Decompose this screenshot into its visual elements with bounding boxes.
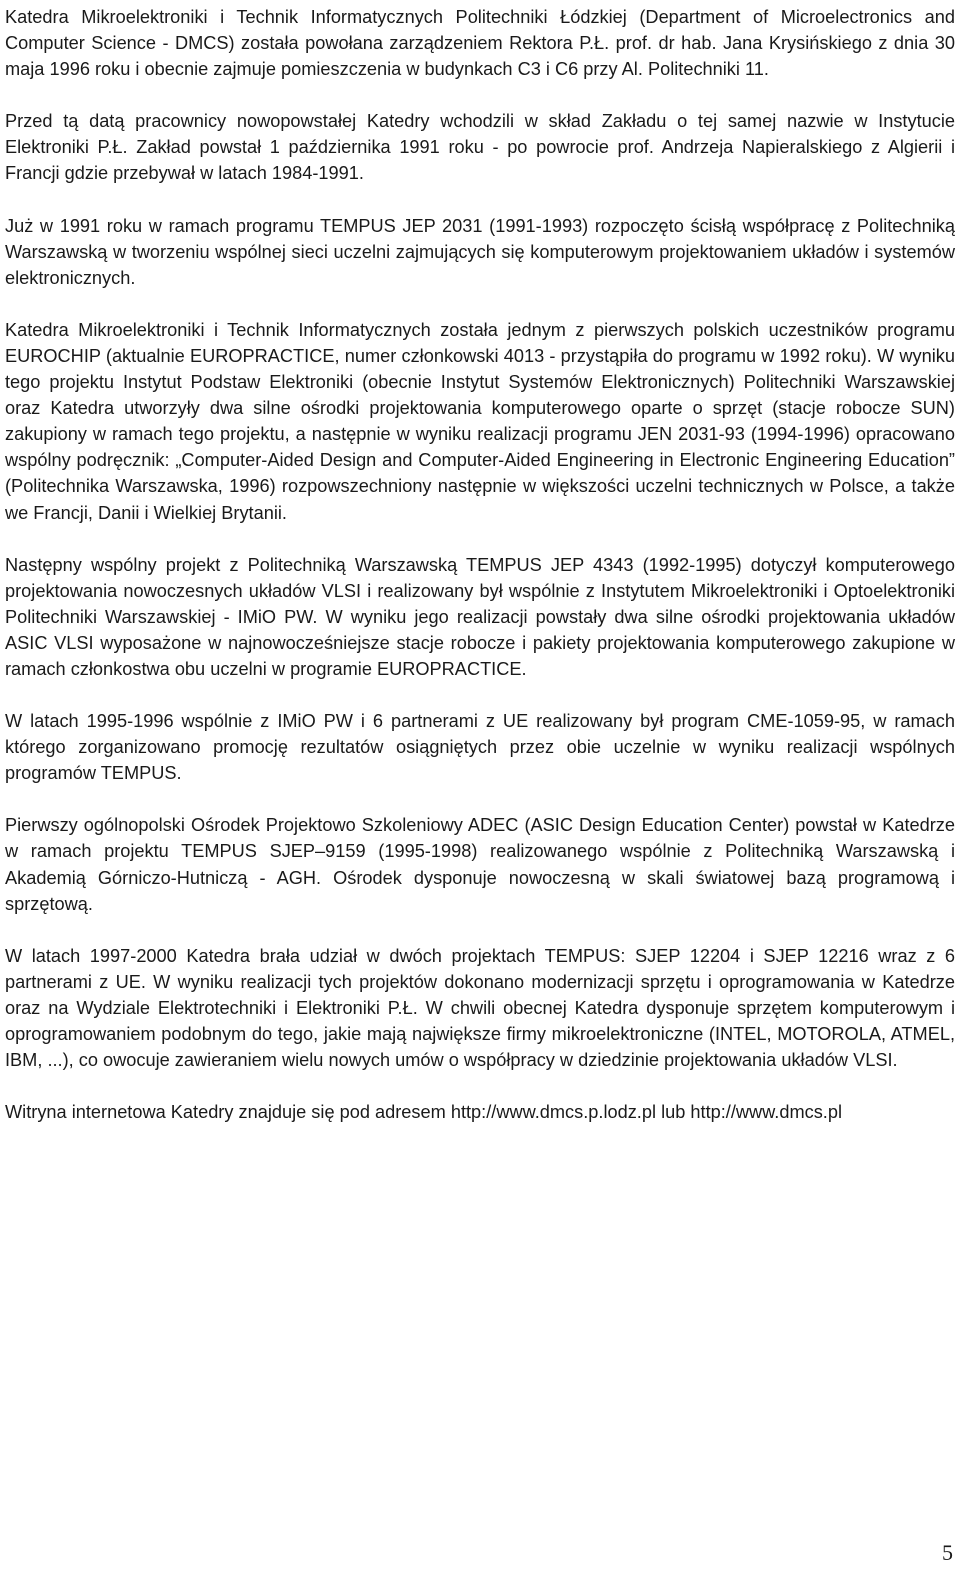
- paragraph-eurochip: Katedra Mikroelektroniki i Technik Informatycznych została jednym z pierwszych polskich uczestników programu EUROCHIP (aktualnie EUROPRACTICE, numer członkowski 4013 - przystąpiła do programu w 1992 roku). W wyniku tego projektu Instytut Podstaw Elektroniki (obecnie Instytut Systemów Elektronicznych) Politechniki Warszawskiej oraz Katedra utworzyły dwa silne ośrodki projektowania komputerowego oparte o sprzęt (stacje robocze SUN) zakupiony w ramach tego projektu, a następnie w wyniku realizacji programu JEN 2031-93 (1994-1996) opracowano wspólny podręcznik: „Computer-Aided Design and Computer-Aided Engineering in Electronic Engineering Education” (Politechnika Warszawska, 1996) rozpowszechniony następnie w większości uczelni technicznych w Polsce, a także we Francji, Danii i Wielkiej Brytanii.: [5, 319, 955, 523]
- paragraph-adec-center: Pierwszy ogólnopolski Ośrodek Projektowo Szkoleniowy ADEC (ASIC Design Education Center) powstał w Katedrze w ramach projektu TEMPUS SJEP–9159 (1995-1998) realizowanego wspólnie z Politechniką Warszawską i Akademią Górniczo-Hutniczą - AGH. Ośrodek dysponuje nowoczesną w skali światowej bazą programową i sprzętową.: [5, 815, 955, 914]
- paragraph-website: Witryna internetowa Katedry znajduje się pod adresem http://www.dmcs.p.lodz.pl lub http://www.dmcs.pl: [5, 1102, 843, 1123]
- paragraph-tempus-jep-2031: Już w 1991 roku w ramach programu TEMPUS JEP 2031 (1991-1993) rozpoczęto ścisłą współpracę z Politechniką Warszawską w tworzeniu wspólnej sieci uczelni zajmujących się komputerowym projektowaniem układów i systemów elektronicznych.: [5, 215, 955, 288]
- paragraph-tempus-sjep: W latach 1997-2000 Katedra brała udział w dwóch projektach TEMPUS: SJEP 12204 i SJEP 12216 wraz z 6 partnerami z UE. W wyniku realizacji tych projektów dokonano modernizacji sprzętu i oprogramowania w Katedrze oraz na Wydziale Elektrotechniki i Elektroniki P.Ł. W chwili obecnej Katedra dysponuje sprzętem komputerowym i oprogramowaniem podobnym do tego, jakie mają największe firmy mikroelektroniczne (INTEL, MOTOROLA, ATMEL, IBM, ...), co owocuje zawieraniem wielu nowych umów o współpracy w dziedzinie projektowania układów VLSI.: [5, 945, 955, 1071]
- paragraph-before-founding: Przed tą datą pracownicy nowopowstałej Katedry wchodzili w skład Zakładu o tej samej nazwie w Instytucie Elektroniki P.Ł. Zakład powstał 1 października 1991 roku - po powrocie prof. Andrzeja Napieralskiego z Algierii i Francji gdzie przebywał w latach 1984-1991.: [5, 111, 955, 184]
- document-body: [5, 4, 955, 1125]
- paragraph-cme-program: W latach 1995-1996 wspólnie z IMiO PW i 6 partnerami z UE realizowany był program CME-1059-95, w ramach którego zorganizowano promocję rezultatów osiągniętych przez obie uczelnie w wyniku realizacji wspólnych programów TEMPUS.: [5, 711, 955, 784]
- paragraph-tempus-jep-4343: Następny wspólny projekt z Politechniką Warszawską TEMPUS JEP 4343 (1992-1995) dotyczył komputerowego projektowania nowoczesnych układów VLSI i realizowany był wspólnie z Instytutem Mikroelektroniki i Optoelektroniki Politechniki Warszawskiej - IMiO PW. W wyniku jego realizacji powstały dwa silne ośrodki projektowania układów ASIC VLSI wyposażone w najnowocześniejsze stacje robocze i pakiety projektowania komputerowego zakupione w ramach członkostwa obu uczelni w programie EUROPRACTICE.: [5, 554, 955, 679]
- paragraph-department-founding: Katedra Mikroelektroniki i Technik Informatycznych Politechniki Łódzkiej (Department of Microelectronics and Computer Science - DMCS) została powołana zarządzeniem Rektora P.Ł. prof. dr hab. Jana Krysińskiego z dnia 30 maja 1996 roku i obecnie zajmuje pomieszczenia w budynkach C3 i C6 przy Al. Politechniki 11.: [5, 7, 955, 80]
- page-number: 5: [942, 1540, 953, 1565]
